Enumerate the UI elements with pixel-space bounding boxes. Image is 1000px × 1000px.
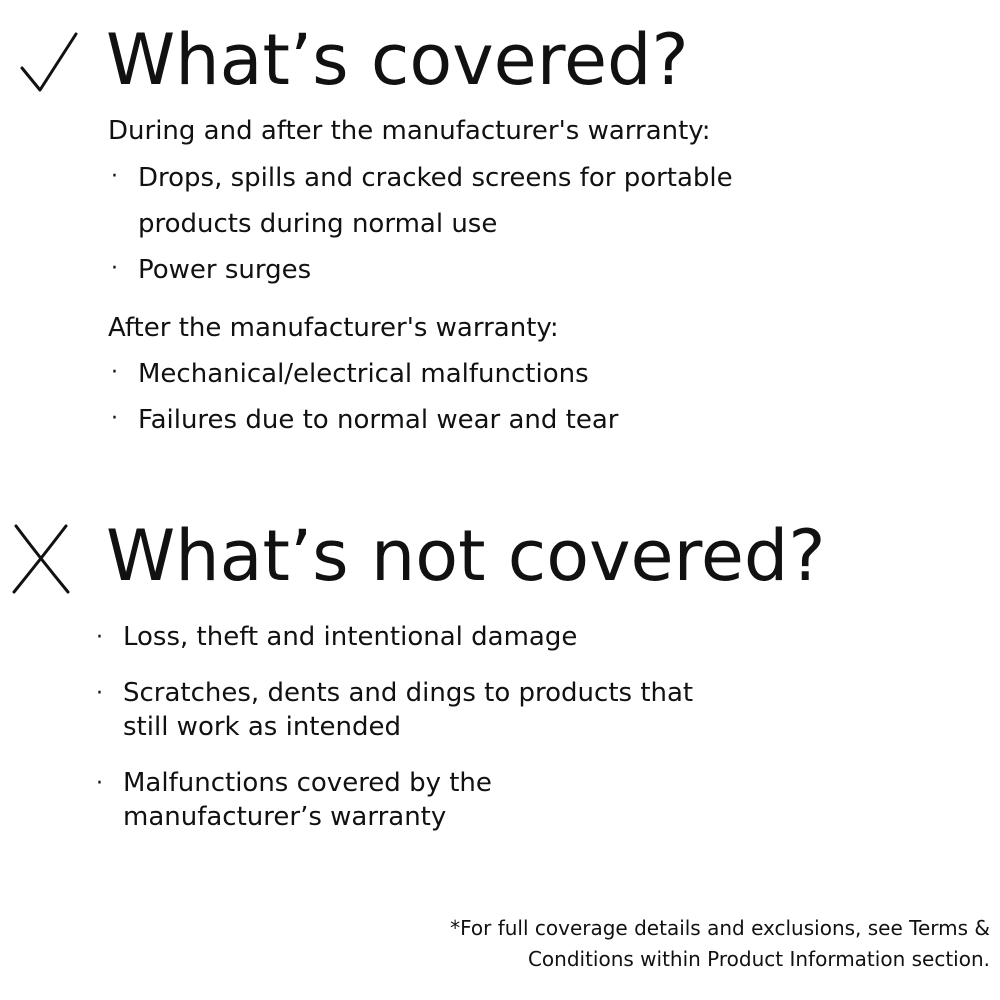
covered-item: Power surges [138, 255, 312, 285]
bullet: · [96, 771, 103, 796]
bullet: · [111, 164, 118, 189]
covered-item: Drops, spills and cracked screens for portable products during normal use [138, 163, 733, 239]
not-covered-item: Loss, theft and intentional damage [123, 622, 578, 652]
bullet: · [96, 681, 103, 706]
bullet: · [111, 406, 118, 431]
footnote [450, 913, 990, 975]
not-covered-item: Malfunctions covered by the manufacturer’s warranty [123, 768, 492, 832]
bullet: · [111, 360, 118, 385]
x-mark-icon [10, 522, 72, 594]
bullet: · [96, 625, 103, 650]
covered-item: Mechanical/electrical malfunctions [138, 359, 589, 389]
check-mark-icon [18, 30, 80, 96]
footnote-line: *For full coverage details and exclusions, see Terms & [450, 916, 990, 940]
covered-item: Failures due to normal wear and tear [138, 405, 619, 435]
footnote-line: Conditions within Product Information section. [527, 947, 990, 971]
bullet: · [111, 256, 118, 281]
after-label: After the manufacturer's warranty: [108, 313, 559, 343]
not-covered-heading: What’s not covered? [106, 515, 826, 597]
covered-heading: What’s covered? [106, 19, 689, 101]
during-after-label: During and after the manufacturer's warranty: [108, 116, 711, 146]
not-covered-item: Scratches, dents and dings to products that still work as intended [123, 678, 694, 742]
